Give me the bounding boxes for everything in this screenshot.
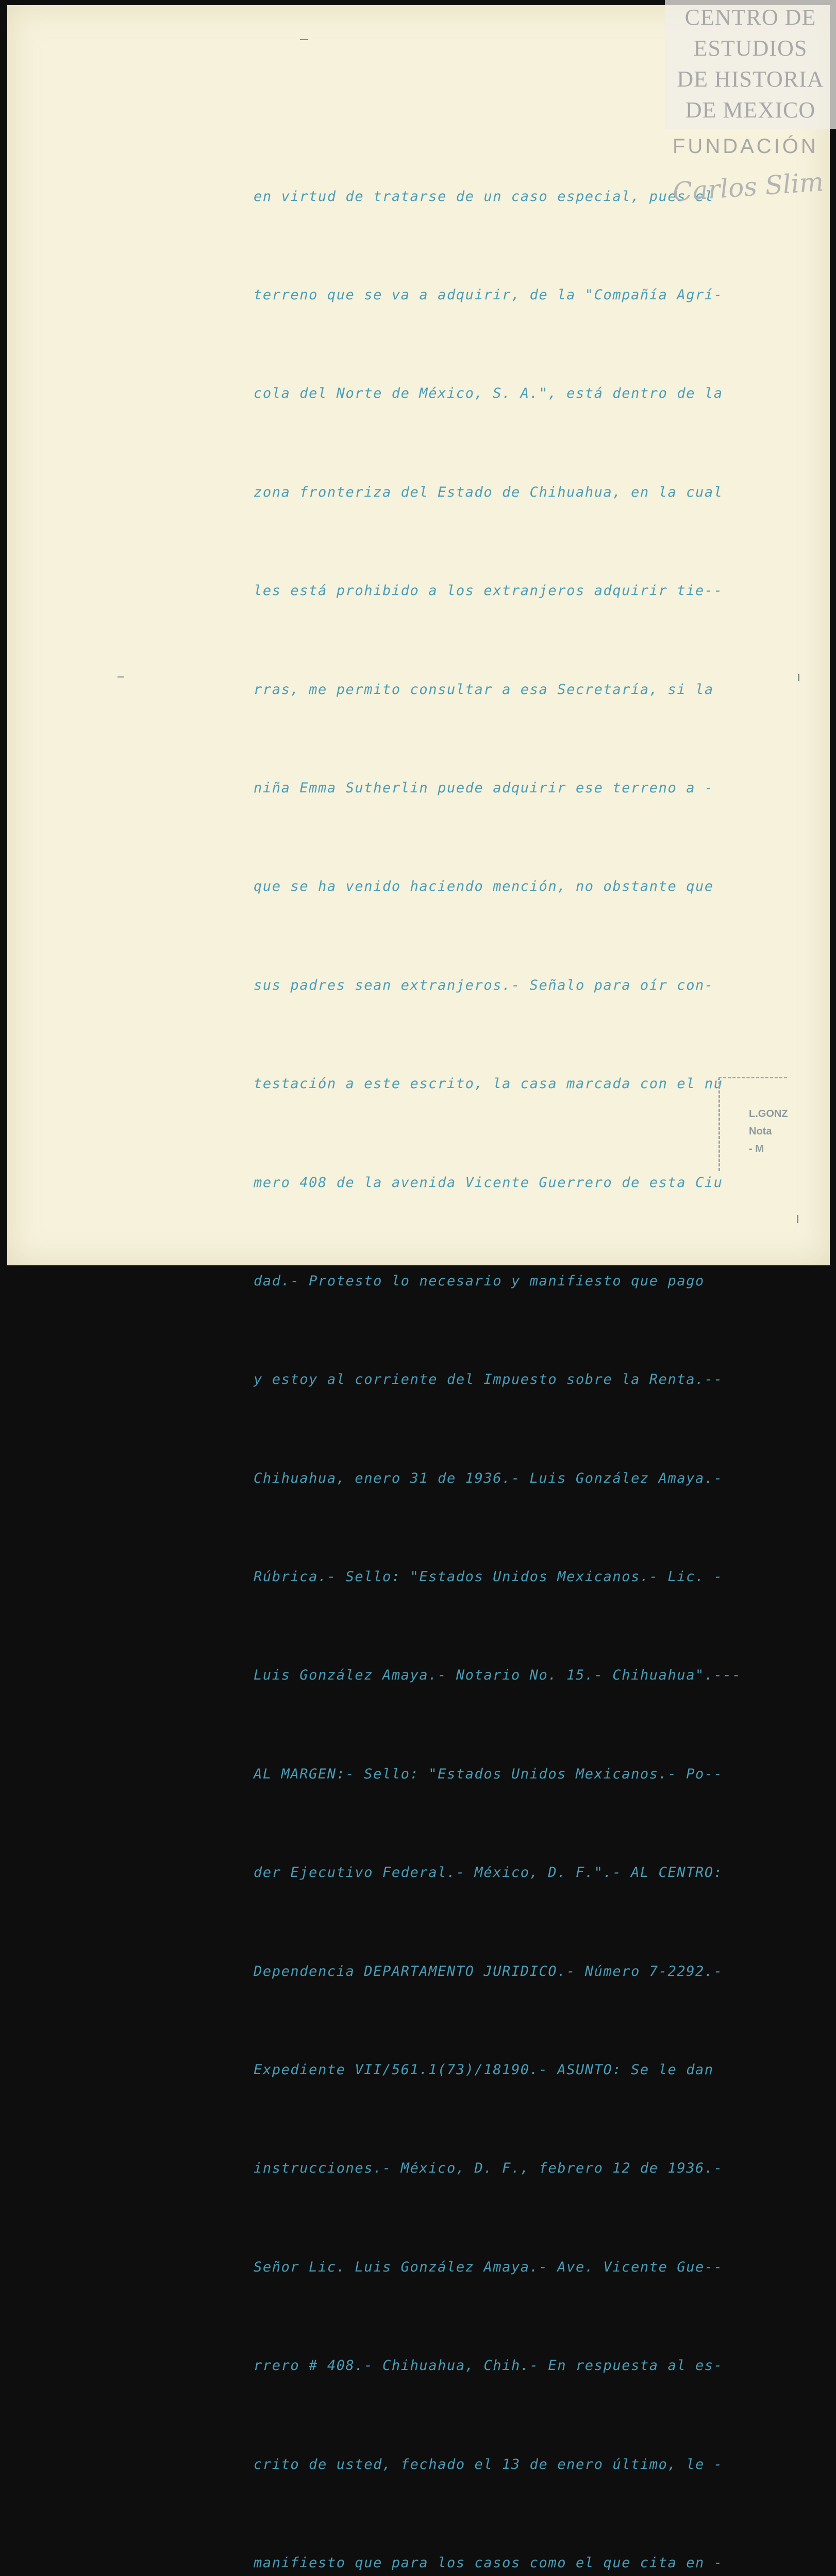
text-line: Expediente VII/561.1(73)/18190.- ASUNTO: Se le dan <box>254 2062 714 2078</box>
text-line: testación a este escrito, la casa marcada con el nú <box>254 1076 723 1092</box>
stamp-line: L.GONZ <box>749 1108 788 1120</box>
text-line: cola del Norte de México, S. A.", está dentro de la <box>254 385 723 402</box>
text-line: AL MARGEN:- Sello: "Estados Unidos Mexicanos.- Po-- <box>254 1766 723 1782</box>
text-line: Dependencia DEPARTAMENTO JURIDICO.- Número 7-2292.- <box>254 1963 723 1979</box>
typed-text-block <box>254 114 779 2576</box>
text-line: manifiesto que para los casos como el que cita en - <box>254 2554 723 2571</box>
text-line: en virtud de tratarse de un caso especial, pues el <box>254 188 714 205</box>
stamp-line: Nota <box>749 1126 772 1137</box>
text-line: les está prohibido a los extranjeros adquirir tie-- <box>254 583 723 599</box>
watermark-line: ESTUDIOS <box>693 36 808 61</box>
text-line: crito de usted, fechado el 13 de enero último, le - <box>254 2456 723 2472</box>
text-line: Rúbrica.- Sello: "Estados Unidos Mexicanos.- Lic. - <box>254 1569 723 1585</box>
text-line: mero 408 de la avenida Vicente Guerrero de esta Ciu <box>254 1174 723 1191</box>
page-mark <box>798 674 799 681</box>
text-line: Chihuahua, enero 31 de 1936.- Luis González Amaya.- <box>254 1470 723 1486</box>
watermark-line: DE MEXICO <box>685 97 816 123</box>
text-line: dad.- Protesto lo necesario y manifiesto que pago <box>254 1273 705 1289</box>
text-line: der Ejecutivo Federal.- México, D. F.".- AL CENTRO: <box>254 1865 723 1881</box>
text-line: rras, me permito consultar a esa Secretaría, si la <box>254 681 714 698</box>
text-line: Señor Lic. Luis González Amaya.- Ave. Vicente Gue-- <box>254 2259 723 2275</box>
text-line: terreno que se va a adquirir, de la "Compañía Agrí- <box>254 286 723 303</box>
archive-watermark <box>665 0 836 129</box>
notary-stamp <box>718 1077 787 1171</box>
page-mark <box>118 676 124 677</box>
watermark-line: DE HISTORIA <box>677 66 824 92</box>
text-line: que se ha venido haciendo mención, no obstante que <box>254 878 714 895</box>
text-line: y estoy al corriente del Impuesto sobre la Renta.-- <box>254 1371 723 1388</box>
stamp-line: - M <box>749 1143 764 1155</box>
text-line: zona fronteriza del Estado de Chihuahua, en la cual <box>254 484 723 500</box>
text-line: instrucciones.- México, D. F., febrero 12 de 1936.- <box>254 2160 723 2177</box>
watermark-line: CENTRO DE <box>684 5 816 30</box>
text-line: niña Emma Sutherlin puede adquirir ese terreno a - <box>254 779 714 796</box>
text-line: Luis González Amaya.- Notario No. 15.- Chihuahua".--- <box>254 1667 742 1684</box>
watermark-fundacion: FUNDACIÓN <box>673 135 818 158</box>
page-mark <box>300 39 308 40</box>
watermark-signature: Carlos Slim <box>672 166 825 208</box>
text-line: rrero # 408.- Chihuahua, Chih.- En respuesta al es- <box>254 2358 723 2374</box>
page-mark <box>797 1215 798 1223</box>
text-line: sus padres sean extranjeros.- Señalo para oír con- <box>254 977 714 993</box>
